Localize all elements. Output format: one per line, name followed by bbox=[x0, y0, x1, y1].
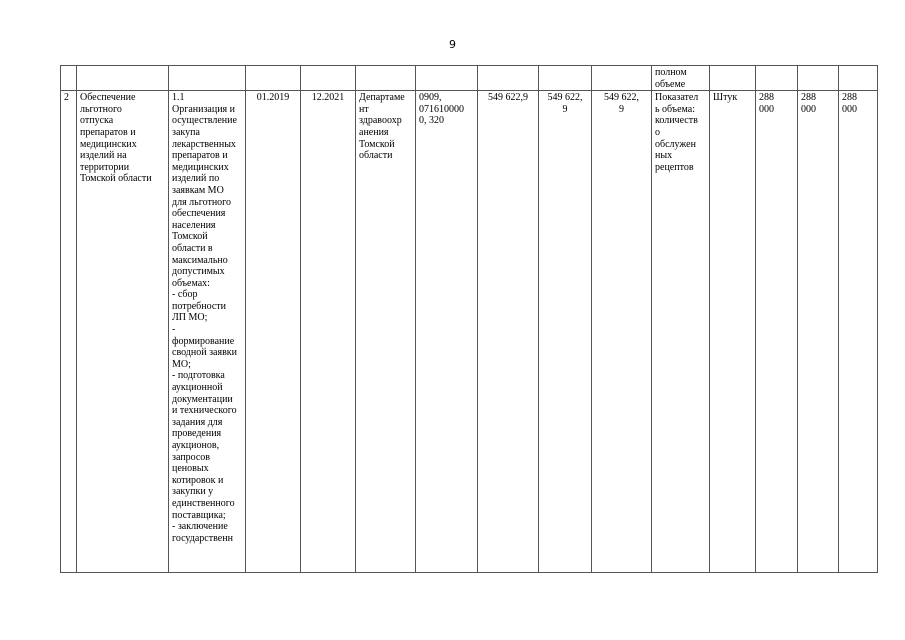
amount-total-cell: 549 622,9 bbox=[478, 91, 539, 573]
cell bbox=[356, 66, 416, 91]
cell bbox=[710, 66, 756, 91]
cell bbox=[798, 66, 839, 91]
measure-cell: 1.1 Организация и осуществление закупа лекарственных препаратов и медицинских изделий по заявкам МО для льготного обеспечения населения Томской области в максимально допустимых объемах: - сбор потребности ЛП МО; - формирование сводной заявки МО; - подготовка аукционной документации и технического задания для проведения аукционов, запросов ценовых котировок и закупки у единственного поставщика; - заключение государственн bbox=[169, 91, 246, 573]
cell bbox=[592, 66, 652, 91]
cell bbox=[169, 66, 246, 91]
cell bbox=[416, 66, 478, 91]
executor-cell: Департаме нт здравоохр анения Томской области bbox=[356, 91, 416, 573]
page-number: 9 bbox=[449, 38, 456, 51]
amount-cell-2: 549 622, 9 bbox=[539, 91, 592, 573]
cell bbox=[301, 66, 356, 91]
cell bbox=[478, 66, 539, 91]
cell bbox=[839, 66, 878, 91]
indicator-continuation-cell: полном объеме bbox=[652, 66, 710, 91]
value-cell-2: 288 000 bbox=[798, 91, 839, 573]
budget-code-cell: 0909, 071610000 0, 320 bbox=[416, 91, 478, 573]
amount-cell-3: 549 622, 9 bbox=[592, 91, 652, 573]
cell bbox=[77, 66, 169, 91]
value-cell-3: 288 000 bbox=[839, 91, 878, 573]
value-cell-1: 288 000 bbox=[756, 91, 798, 573]
indicator-cell: Показател ь объема: количеств о обслужен ных рецептов bbox=[652, 91, 710, 573]
table-row bbox=[61, 91, 878, 573]
program-table bbox=[60, 65, 878, 573]
cell bbox=[61, 66, 77, 91]
row-number-cell: 2 bbox=[61, 91, 77, 573]
cell bbox=[246, 66, 301, 91]
unit-cell: Штук bbox=[710, 91, 756, 573]
cell bbox=[539, 66, 592, 91]
cell bbox=[756, 66, 798, 91]
end-date-cell: 12.2021 bbox=[301, 91, 356, 573]
task-cell: Обеспечение льготного отпуска препаратов и медицинских изделий на территории Томской области bbox=[77, 91, 169, 573]
start-date-cell: 01.2019 bbox=[246, 91, 301, 573]
table-row-continuation bbox=[61, 66, 878, 91]
